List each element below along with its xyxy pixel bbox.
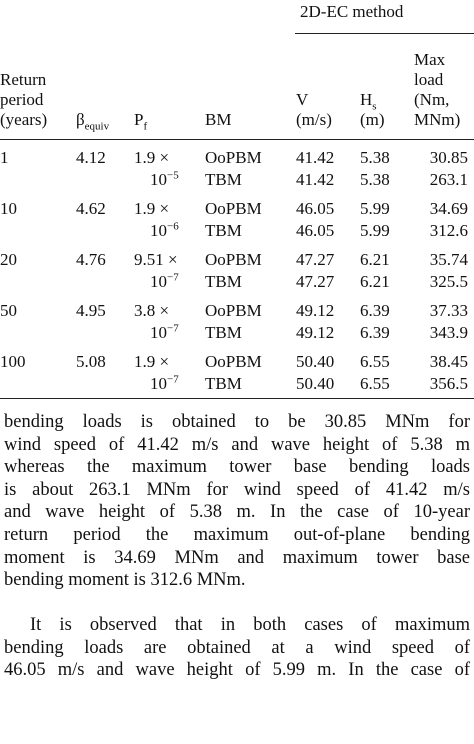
text-line: bending moment is 312.6 MNm. [4,570,246,591]
paragraph-2 [4,614,470,682]
header-v-line1: V [296,90,309,109]
header-return-line3: (years) [0,110,48,129]
beta-subscript: equiv [84,120,110,133]
pf-base: 10 [150,323,167,342]
cell-pf-exponent [150,221,179,241]
cell-max-load: 343.9 [429,323,468,342]
cell-hs: 6.39 [360,323,390,342]
paragraph-1 [4,411,470,592]
cell-return-period: 10 [0,199,17,218]
header-load-line4: MNm) [414,110,461,129]
cell-max-load: 30.85 [429,148,468,167]
text-line: whereas the maximum tower base bending loads [4,457,470,478]
cell-pf-mantissa: 1.9 × [134,148,170,167]
header-v-line2: (m/s) [296,110,332,129]
header-load-line1: Max [414,50,446,69]
header-hs [360,90,385,130]
header-bm: BM [205,110,232,129]
cell-hs: 5.38 [360,170,390,189]
cell-bm: TBM [205,272,242,291]
cell-pf-mantissa: 3.8 × [134,301,170,320]
cell-pf-exponent [150,374,179,394]
cell-beta: 4.62 [76,199,106,218]
cell-v: 46.05 [296,199,335,218]
cell-max-load: 37.33 [429,301,468,320]
pf-power: −7 [167,373,179,386]
header-v [296,90,332,130]
cell-hs: 5.38 [360,148,390,167]
pf-power: −5 [167,169,179,182]
cell-hs: 6.21 [360,250,390,269]
cell-hs: 6.55 [360,352,390,371]
cell-v: 49.12 [296,323,335,342]
cell-max-load: 356.5 [429,374,468,393]
text-line: moment is 34.69 MNm and maximum tower base [4,547,470,568]
table-bottom-rule [0,398,474,399]
group-header-2d-ec: 2D-EC method [300,2,404,21]
cell-pf-mantissa: 1.9 × [134,352,170,371]
header-max-load [414,50,460,130]
cell-hs: 5.99 [360,199,390,218]
pf-symbol: P [134,110,144,129]
cell-v: 50.40 [296,374,335,393]
pf-base: 10 [150,374,167,393]
cell-bm: OoPBM [205,148,262,167]
cell-hs: 6.55 [360,374,390,393]
text-line: return period the maximum out-of-plane bending [4,524,470,545]
cell-hs: 6.21 [360,272,390,291]
cell-bm: OoPBM [205,301,262,320]
cell-return-period: 100 [0,352,26,371]
text-line: It is observed that in both cases of maximum [30,615,470,635]
cell-pf-exponent [150,323,179,343]
hs-symbol: H [360,90,373,109]
cell-max-load: 263.1 [429,170,468,189]
cell-beta: 4.76 [76,250,106,269]
cell-beta: 5.08 [76,352,106,371]
header-beta-equiv [76,110,110,133]
pf-base: 10 [150,221,167,240]
cell-return-period: 1 [0,148,9,167]
header-hs-unit: (m) [360,110,385,129]
cell-bm: OoPBM [205,352,262,371]
cell-max-load: 38.45 [429,352,468,371]
cell-max-load: 35.74 [429,250,468,269]
cell-v: 47.27 [296,272,335,291]
cell-return-period: 20 [0,250,17,269]
text-line: wind speed of 41.42 m/s and wave height of 5.38 m [4,434,470,455]
text-line: 46.05 m/s and wave height of 5.99 m. In the case of [4,660,470,681]
cell-v: 49.12 [296,301,335,320]
cell-beta: 4.95 [76,301,106,320]
text-line: bending loads is obtained to be 30.85 MNm for [4,412,470,432]
header-return-period [0,70,47,130]
cell-bm: TBM [205,374,242,393]
cell-beta: 4.12 [76,148,106,167]
cell-max-load: 34.69 [429,199,468,218]
header-return-line1: Return [0,70,47,89]
cell-max-load: 325.5 [429,272,468,291]
pf-subscript: f [143,120,148,133]
pf-power: −7 [167,271,179,284]
beta-symbol: β [76,110,85,129]
cell-bm: TBM [205,221,242,240]
cell-pf-mantissa: 1.9 × [134,199,170,218]
pf-power: −7 [167,322,179,335]
cell-v: 41.42 [296,170,335,189]
cell-pf-exponent [150,272,179,292]
cell-v: 46.05 [296,221,335,240]
pf-power: −6 [167,220,179,233]
hs-subscript: s [372,100,377,113]
header-rule [0,139,474,140]
pf-base: 10 [150,272,167,291]
header-pf [134,110,148,133]
header-load-line3: (Nm, [414,90,450,109]
cell-bm: TBM [205,170,242,189]
text-line: is about 263.1 MNm for wind speed of 41.42 m/s [4,479,470,500]
text-line: and wave height of 5.38 m. In the case of 10-year [4,502,470,523]
cell-v: 41.42 [296,148,335,167]
text-line: bending loads are obtained at a wind speed of [4,637,470,658]
cell-pf-mantissa: 9.51 × [134,250,178,269]
cell-bm: TBM [205,323,242,342]
cell-v: 47.27 [296,250,335,269]
header-load-line2: load [414,70,444,89]
cell-hs: 6.39 [360,301,390,320]
cell-bm: OoPBM [205,199,262,218]
cell-pf-exponent [150,170,179,190]
cell-bm: OoPBM [205,250,262,269]
cell-max-load: 312.6 [429,221,468,240]
cell-return-period: 50 [0,301,17,320]
group-header-rule [295,33,474,34]
cell-v: 50.40 [296,352,335,371]
cell-hs: 5.99 [360,221,390,240]
header-return-line2: period [0,90,44,109]
pf-base: 10 [150,170,167,189]
